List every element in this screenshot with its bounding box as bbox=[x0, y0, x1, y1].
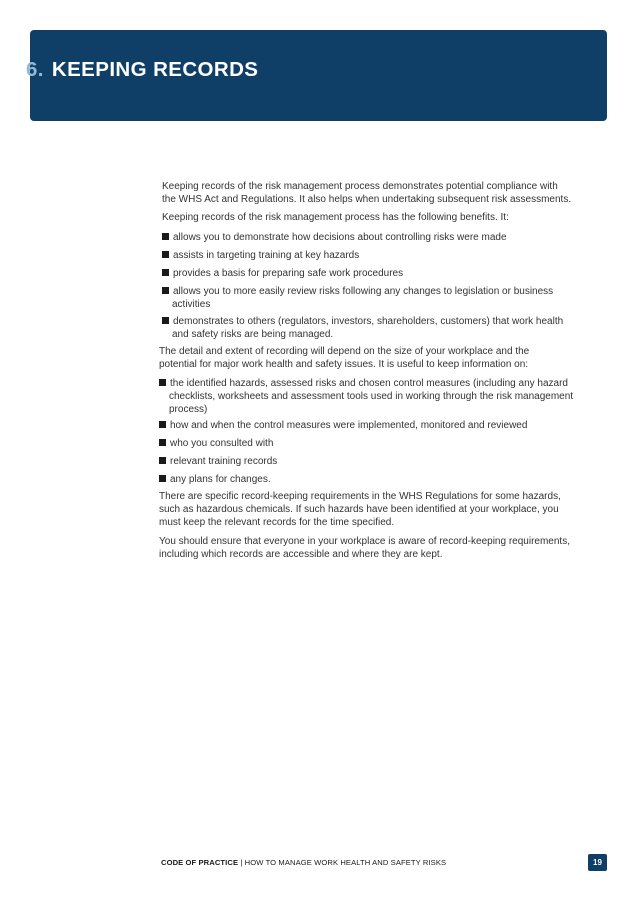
list-item bbox=[162, 231, 507, 244]
bullet-square-icon bbox=[159, 439, 166, 446]
list-item bbox=[159, 455, 277, 468]
list-item-text: assists in targeting training at key hazards bbox=[173, 250, 360, 261]
bullet-square-icon bbox=[162, 317, 169, 324]
paragraph-line: Keeping records of the risk management process demonstrates potential compliance with bbox=[162, 181, 558, 192]
footer-title: HOW TO MANAGE WORK HEALTH AND SAFETY RISKS bbox=[244, 858, 447, 867]
list-item bbox=[159, 437, 273, 450]
paragraph-line: There are specific record-keeping requirements in the WHS Regulations for some hazards, bbox=[159, 491, 561, 502]
bullet-square-icon bbox=[159, 421, 166, 428]
bullet-square-icon bbox=[159, 457, 166, 464]
footer bbox=[161, 858, 446, 867]
page-number: 19 bbox=[588, 854, 607, 871]
list-item bbox=[162, 249, 359, 262]
list-item-text: allows you to more easily review risks following any changes to legislation or business bbox=[173, 286, 554, 297]
paragraph-awareness bbox=[159, 535, 570, 561]
paragraph-detail bbox=[159, 345, 529, 371]
list-item-text: the identified hazards, assessed risks and chosen control measures (including any hazard bbox=[170, 378, 568, 389]
bullet-square-icon bbox=[162, 269, 169, 276]
section-title-text: KEEPING RECORDS bbox=[51, 58, 259, 81]
list-item bbox=[162, 285, 553, 311]
paragraph-benefits-intro: Keeping records of the risk management process has the following benefits. It: bbox=[162, 212, 509, 223]
list-item bbox=[159, 419, 527, 432]
list-item-text: any plans for changes. bbox=[170, 474, 271, 485]
list-item-text: provides a basis for preparing safe work procedures bbox=[173, 268, 404, 279]
paragraph-requirements bbox=[159, 490, 561, 529]
paragraph-line: potential for major work health and safety issues. It is useful to keep information on: bbox=[159, 359, 529, 370]
list-item-text: how and when the control measures were implemented, monitored and reviewed bbox=[170, 420, 528, 431]
list-item bbox=[162, 267, 403, 280]
footer-code: CODE OF PRACTICE bbox=[161, 858, 239, 867]
paragraph-intro bbox=[162, 180, 571, 206]
paragraph-line: You should ensure that everyone in your workplace is aware of record-keeping requirements, bbox=[159, 536, 570, 547]
list-item-text: who you consulted with bbox=[170, 438, 274, 449]
paragraph-line: such as hazardous chemicals. If such hazards have been identified at your workplace, you bbox=[159, 504, 559, 515]
paragraph-line: including which records are accessible and where they are kept. bbox=[159, 549, 443, 560]
bullet-square-icon bbox=[159, 475, 166, 482]
bullet-square-icon bbox=[162, 251, 169, 258]
paragraph-line: the WHS Act and Regulations. It also helps when undertaking subsequent risk assessments. bbox=[162, 194, 572, 205]
section-title bbox=[26, 58, 258, 82]
list-item-text: activities bbox=[172, 299, 211, 310]
list-item-text: checklists, worksheets and assessment tools used in working through the risk management bbox=[169, 391, 574, 402]
list-item-text: and safety risks are being managed. bbox=[172, 329, 334, 340]
list-item-text: demonstrates to others (regulators, investors, shareholders, customers) that work health bbox=[173, 316, 564, 327]
bullet-square-icon bbox=[162, 233, 169, 240]
bullet-square-icon bbox=[162, 287, 169, 294]
bullet-square-icon bbox=[159, 379, 166, 386]
list-item bbox=[162, 315, 563, 341]
paragraph-line: The detail and extent of recording will depend on the size of your workplace and the bbox=[159, 346, 530, 357]
list-item bbox=[159, 377, 573, 416]
list-item-text: relevant training records bbox=[170, 456, 278, 467]
footer-separator: | bbox=[240, 858, 243, 867]
section-number: 6. bbox=[26, 58, 44, 81]
paragraph-line: must keep the relevant records for the time specified. bbox=[159, 517, 395, 528]
list-item-text: process) bbox=[169, 404, 208, 415]
list-item bbox=[159, 473, 271, 486]
list-item-text: allows you to demonstrate how decisions about controlling risks were made bbox=[173, 232, 507, 243]
